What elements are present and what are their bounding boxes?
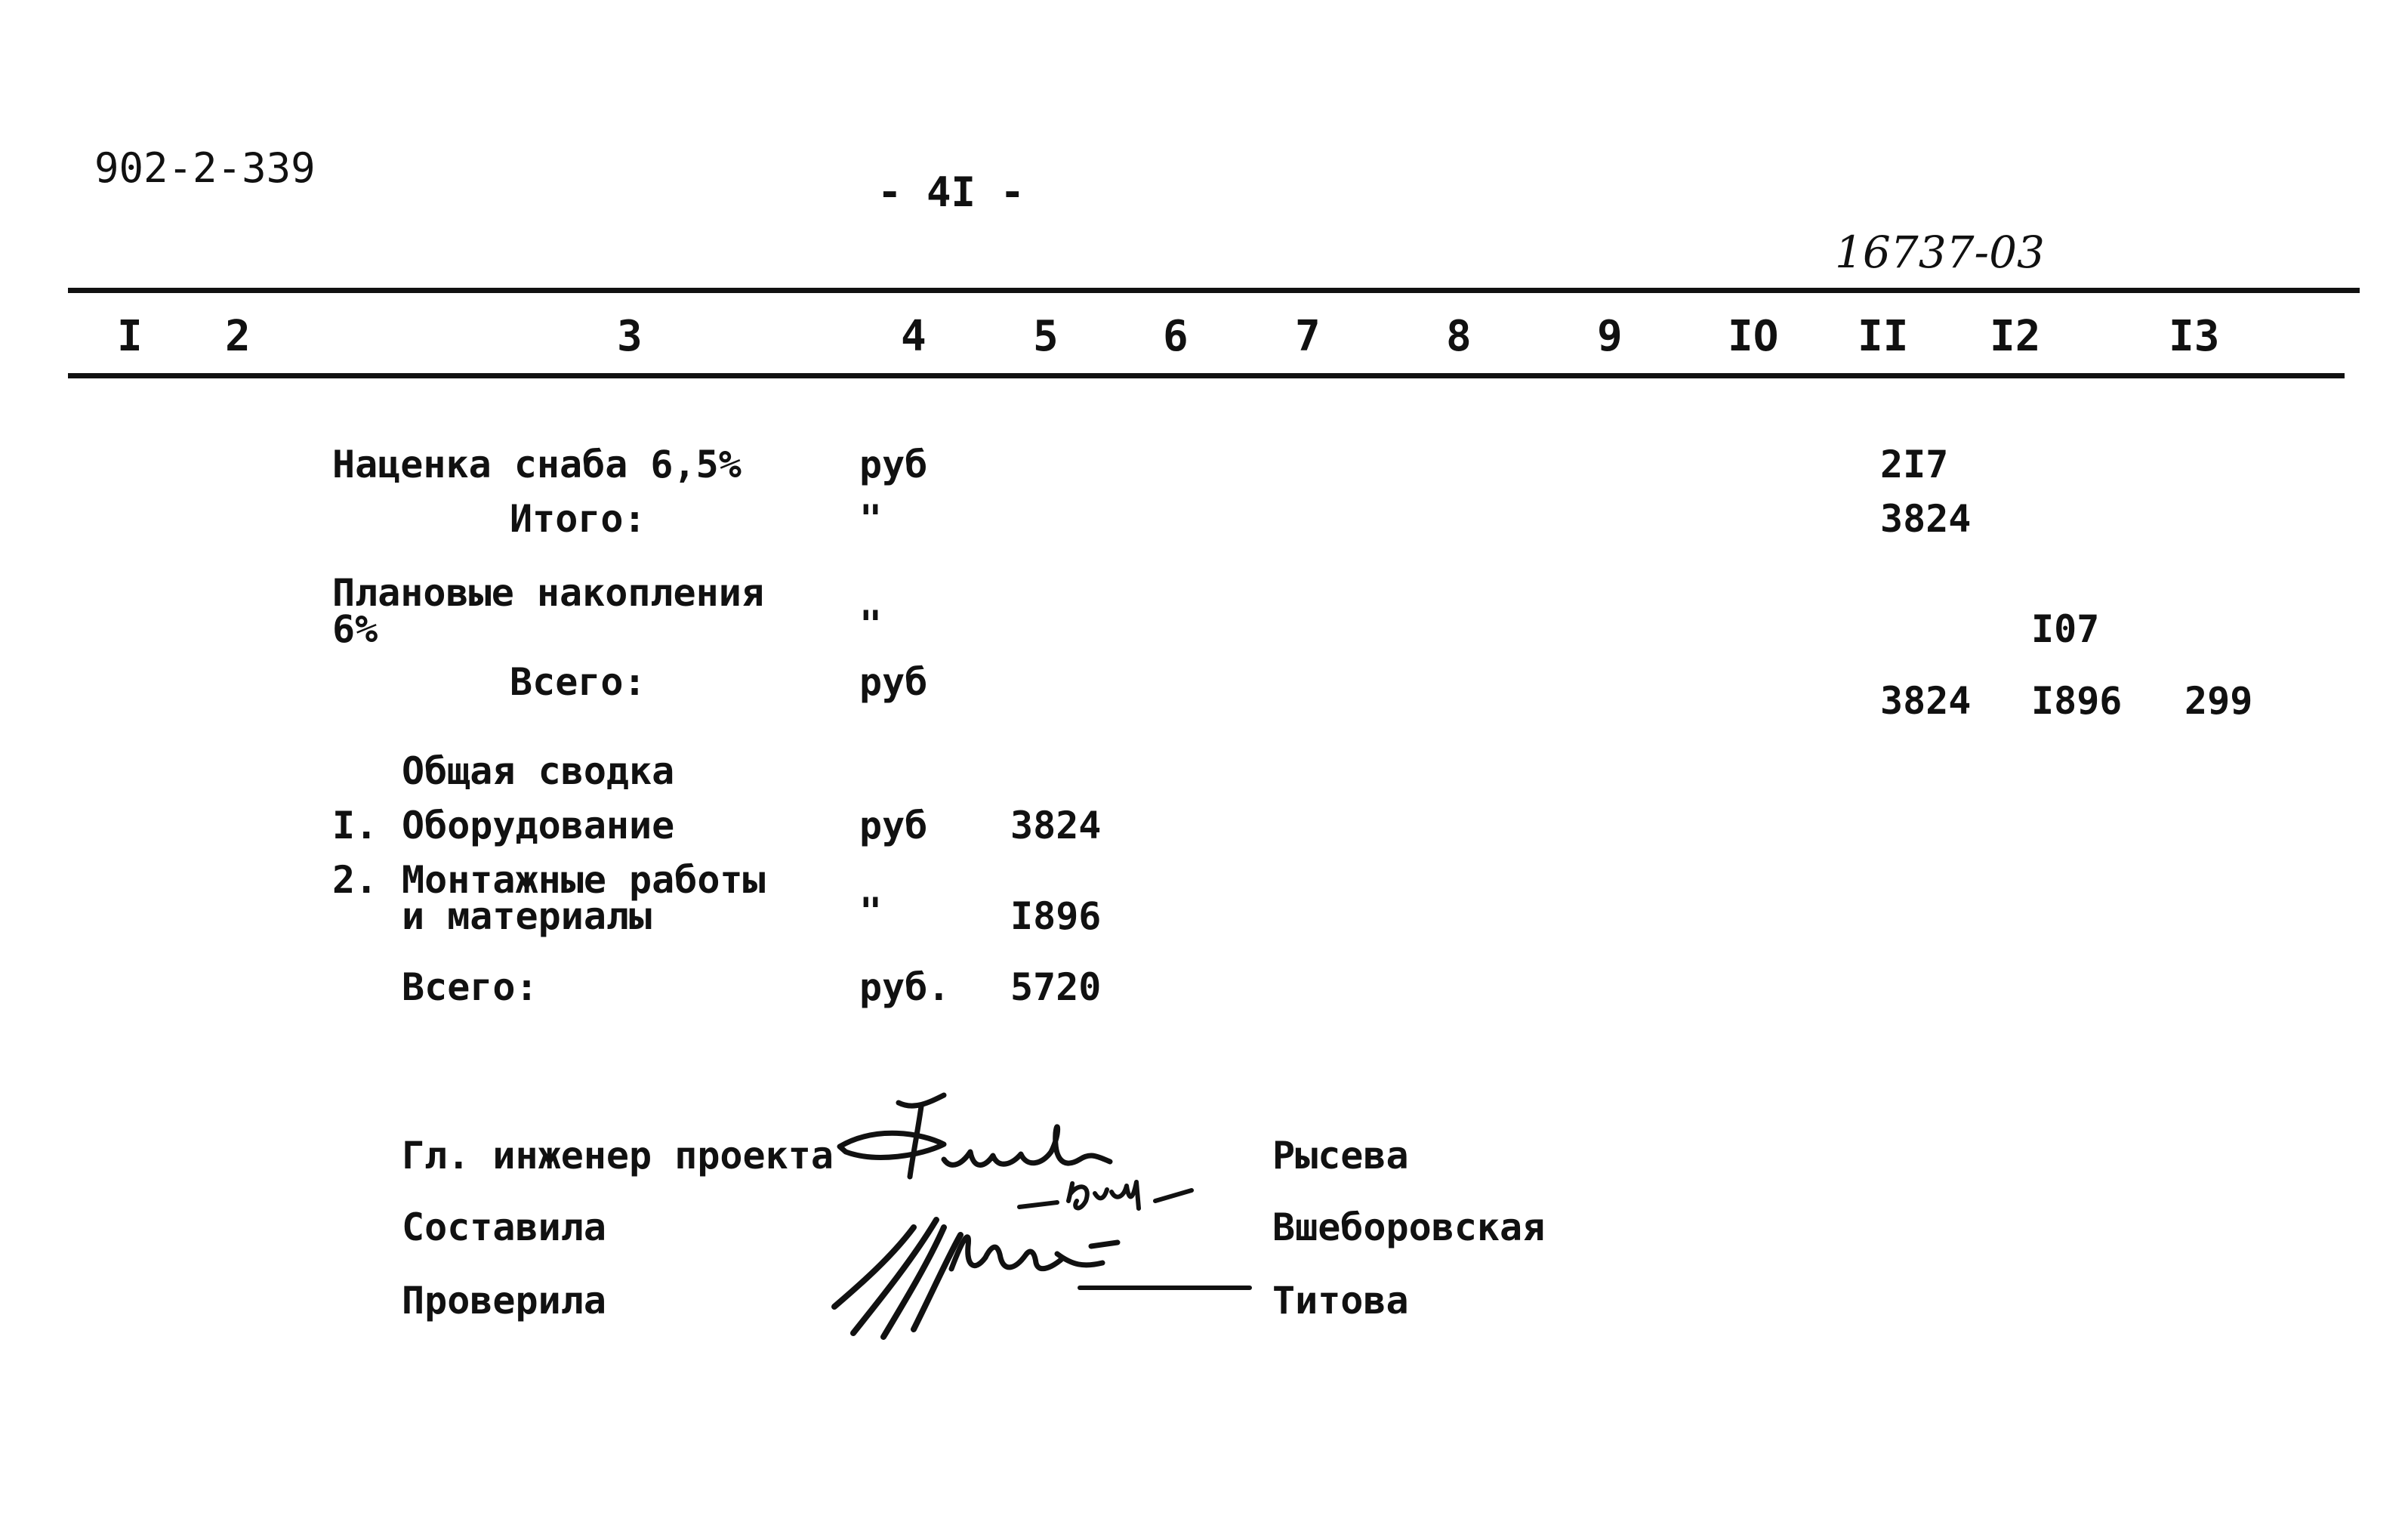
summary-item2-label-line2: и материалы (402, 894, 652, 938)
document-code: 902-2-339 (94, 144, 316, 192)
summary-total-value: 5720 (1010, 965, 1102, 1009)
summary-item2-label-line1: Монтажные работы (402, 858, 766, 902)
header-top-rule (68, 288, 2360, 293)
subtotal-label: Итого: (510, 497, 646, 541)
page-number: - 4I - (877, 168, 1025, 216)
column-number: 7 (1295, 312, 1321, 361)
column-number: 4 (901, 312, 927, 361)
subtotal-unit: " (859, 497, 883, 541)
planned-label-line1: Плановые накопления (332, 571, 764, 615)
signature-role-checked-by: Проверила (402, 1279, 606, 1323)
handwritten-signature (831, 1088, 1253, 1344)
signature-name-chief-engineer: Рысева (1272, 1134, 1409, 1178)
planned-label-line2: 6% (332, 607, 378, 651)
summary-item2-value: I896 (1010, 894, 1102, 938)
subtotal-col11: 3824 (1880, 497, 1972, 541)
markup-label: Наценка снаба 6,5% (332, 443, 742, 486)
summary-item2-unit: " (859, 890, 883, 934)
total-unit: руб (859, 660, 928, 704)
planned-col12: I07 (2031, 607, 2100, 651)
column-number: IO (1728, 312, 1779, 361)
summary-total-label: Всего: (402, 965, 538, 1009)
signature-name-compiled-by: Вшеборовская (1272, 1205, 1546, 1249)
column-number: 2 (225, 312, 251, 361)
column-number: 8 (1446, 312, 1472, 361)
markup-unit: руб (859, 443, 928, 486)
column-number: 3 (617, 312, 643, 361)
column-number: 5 (1033, 312, 1059, 361)
summary-total-unit: руб. (859, 965, 951, 1009)
column-number: I (117, 312, 143, 361)
summary-item2-number: 2. (332, 858, 378, 902)
summary-heading: Общая сводка (402, 749, 675, 793)
inventory-number: 16737-03 (1835, 227, 2045, 278)
column-number: 6 (1163, 312, 1189, 361)
total-col12: I896 (2031, 679, 2123, 723)
planned-unit: " (859, 603, 883, 647)
column-number: I3 (2169, 312, 2220, 361)
column-number: I2 (1990, 312, 2041, 361)
markup-col11: 2I7 (1880, 443, 1949, 486)
summary-item1-value: 3824 (1010, 804, 1102, 847)
summary-item1-unit: руб (859, 804, 928, 847)
signature-role-compiled-by: Составила (402, 1205, 606, 1249)
total-label: Всего: (510, 660, 646, 704)
signature-role-chief-engineer: Гл. инженер проекта (402, 1134, 834, 1178)
summary-item1-label: Оборудование (402, 804, 675, 847)
summary-item1-number: I. (332, 804, 378, 847)
signature-name-checked-by: Титова (1272, 1279, 1409, 1323)
total-col13: 299 (2184, 679, 2253, 723)
column-number: 9 (1597, 312, 1623, 361)
total-col11: 3824 (1880, 679, 1972, 723)
header-bottom-rule (68, 373, 2345, 378)
column-number: II (1858, 312, 1909, 361)
